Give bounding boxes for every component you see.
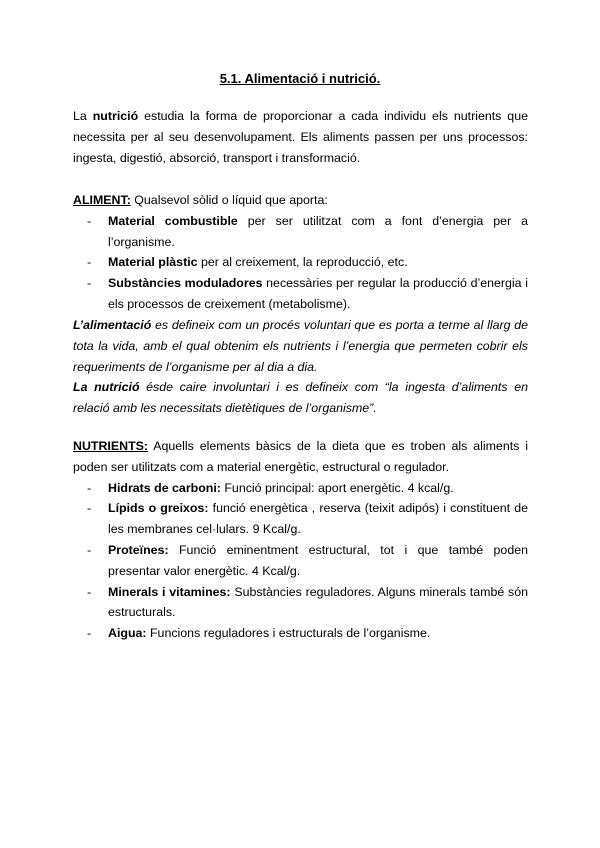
item-term: Lípids o greixos: <box>108 501 209 516</box>
alimentacio-term: L’alimentació <box>73 318 152 332</box>
aliment-heading: ALIMENT: <box>73 193 131 207</box>
aliment-section <box>73 190 528 315</box>
item-text: funció energètica , reserva (teixit adipós) i constituent de les membranes cel·lulars. 9 Kcal/g. <box>108 501 528 537</box>
aliment-text: Qualsevol sòlid o líquid que aporta: <box>130 193 328 207</box>
item-text: Funció principal: aport energètic. 4 kcal/g. <box>220 480 454 495</box>
nutrients-definition <box>73 436 528 478</box>
item-text: necessàries per regular la producció d’energia i els processos de creixement (metabolisme). <box>108 276 528 311</box>
nutrients-section <box>73 436 528 644</box>
nutricio-term: La nutrició <box>73 380 140 395</box>
item-text: per al creixement, la reproducció, etc. <box>197 255 408 270</box>
bullet-dash: - <box>87 255 92 270</box>
list-item <box>73 478 528 499</box>
intro-prefix: La <box>73 109 93 123</box>
item-term: Material combustible <box>108 213 238 228</box>
aliment-definition <box>73 190 528 211</box>
item-term: Substàncies moduladores <box>108 276 263 291</box>
list-item <box>73 273 528 315</box>
item-term: Proteïnes: <box>108 542 169 557</box>
item-term: Material plàstic <box>108 255 198 270</box>
page-title <box>0 69 600 90</box>
nutrients-text: Aquells elements bàsics de la dieta que es troben als aliments i poden ser utilitzats com a material energètic, estructural o regulador. <box>73 439 528 474</box>
intro-text: estudia la forma de proporcionar a cada individu els nutrients que necessita per al seu desenvolupament. Els aliments passen per uns processos: ingesta, digestió, absorció, transport i transformació. <box>73 109 528 165</box>
item-text: Substàncies reguladores. Alguns minerals també són estructurals. <box>108 584 528 620</box>
list-item <box>73 252 528 273</box>
nutrients-heading: NUTRIENTS: <box>73 439 149 453</box>
bullet-dash: - <box>87 213 92 228</box>
list-item <box>73 582 528 624</box>
list-item <box>73 211 528 253</box>
alimentacio-definition <box>73 315 528 377</box>
bullet-dash: - <box>87 584 92 599</box>
intro-paragraph <box>73 106 528 168</box>
title-text: 5.1. Alimentació i nutrició. <box>219 71 381 86</box>
bullet-dash: - <box>87 276 92 291</box>
nutricio-definition <box>73 377 528 419</box>
item-text: Funció eminentment estructural, tot i que també poden presentar valor energètic. 4 Kcal/g. <box>108 542 528 578</box>
item-term: Hidrats de carboni: <box>108 480 221 495</box>
list-item <box>73 498 528 540</box>
item-text: per ser utilitzat com a font d’energia per a l’organisme. <box>108 213 528 249</box>
item-text: Funcions reguladores i estructurals de l’organisme. <box>146 626 431 641</box>
bullet-dash: - <box>87 626 92 641</box>
item-term: Minerals i vitamines: <box>108 584 231 599</box>
item-term: Aigua: <box>108 626 147 641</box>
intro-term: nutrició <box>92 109 139 123</box>
nutrients-list <box>73 478 528 644</box>
nutricio-text: ésde caire involuntari i es defineix com “la ingesta d’aliments en relació amb les necessitats dietètiques de l’organisme”. <box>73 380 528 416</box>
aliment-list <box>73 211 528 315</box>
bullet-dash: - <box>87 501 92 516</box>
list-item <box>73 540 528 582</box>
list-item <box>73 623 528 644</box>
bullet-dash: - <box>87 542 92 557</box>
definitions-section <box>73 315 528 419</box>
bullet-dash: - <box>87 480 92 495</box>
alimentacio-text: es defineix com un procés voluntari que es porta a terme al llarg de tota la vida, amb el qual obtenim els nutrients i l’energia que permeten cobrir els requeriments de l’organisme per al dia a dia. <box>73 318 528 374</box>
